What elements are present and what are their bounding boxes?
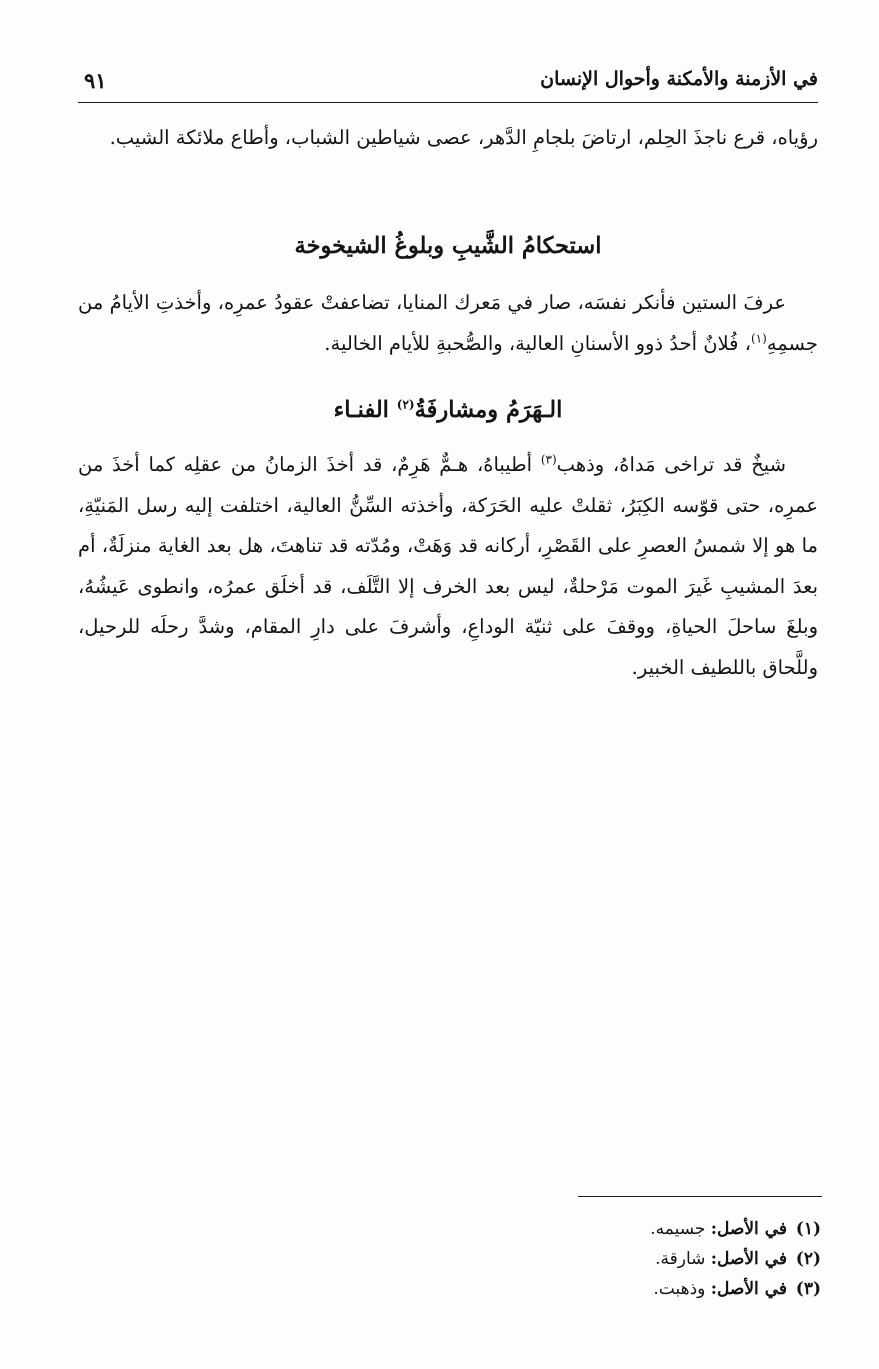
running-header: [78, 66, 818, 96]
section-heading-2-start: الـهَرَمُ ومشارفَةُ: [414, 397, 563, 423]
footnote-2: [421, 1244, 821, 1274]
footnote-number: (٣): [795, 1279, 821, 1299]
section-1-text-start: عرفَ الستين فأنكر نفسَه، صار في مَعرك المنايا، تضاعفتْ عقودُ عمرِه، وأخذتِ الأيامُ من جسمِهِ: [78, 291, 818, 355]
footnote-text: جسيمه.: [650, 1219, 711, 1239]
footnote-1: [421, 1214, 821, 1244]
running-header-title: في الأزمنة والأمكنة وأحوال الإنسان: [540, 68, 818, 90]
section-2-text-start: شيخٌ قد تراخى مَداهُ، وذهب: [556, 453, 787, 476]
section-2-paragraph: [78, 445, 818, 688]
footnote-label: في الأصل:: [710, 1219, 787, 1239]
footnote-ref-1: (١): [750, 331, 767, 345]
footnote-number: (١): [795, 1219, 821, 1239]
footnote-3: [421, 1274, 821, 1304]
footnote-label: في الأصل:: [710, 1279, 787, 1299]
footnotes-list: [421, 1214, 821, 1304]
footnote-rule: [578, 1196, 822, 1197]
section-1-text-end: ، فُلانٌ أحدُ ذوو الأسنانِ العالية، والصُّحبةِ للأيام الخالية.: [324, 331, 751, 355]
section-heading-2-end: الفنـاء: [333, 397, 397, 423]
section-heading-1: استحكامُ الشَّيبِ وبلوغُ الشيخوخة: [294, 233, 602, 259]
intro-paragraph: رؤياه، قرع ناجذَ الحِلم، ارتاضَ بلجامِ الدَّهر، عصى شياطين الشباب، وأطاع ملائكة الشيب.: [109, 126, 818, 149]
footnote-ref-3: (٣): [540, 452, 557, 467]
footnote-label: في الأصل:: [710, 1249, 787, 1269]
footnote-number: (٢): [795, 1249, 821, 1269]
section-heading-2: [78, 397, 818, 423]
footnote-ref-2: (٢): [396, 397, 415, 412]
section-1-paragraph: [78, 283, 818, 364]
header-rule: [78, 102, 818, 103]
page-number: ٩١: [84, 68, 107, 93]
section-2-text-end: أطيباهُ، هـمٌّ هَرِمٌ، قد أخذَ الزمانُ من عقلِه كما أخذَ من عمرِه، حتى قوّسه الكِبَرُ، ثقلتْ عليه الحَرَكة، وأخذته السِّنُّ العالية، اختلفت إليه رسل المَنيّةِ، ما هو إلا شمسُ العصرِ على القَصْرِ، أركانه قد وَهَتْ، ومُدّته قد تناهتَ، هل بعد الغاية منزلَةٌ، أم بعدَ المشيبِ غَيرَ الموت مَرْحلةٌ، ليس بعد الخرف إلا التَّلَف، قد أخلَق عمرُه، وانطوى عَيشُهُ، وبلغَ ساحلَ الحياةِ، ووقفَ على ثنيّة الوداعِ، وأشرفَ على دارِ المقام، وشدَّ رحلَه للرحيل، وللَّحاق باللطيف الخبير.: [78, 453, 818, 679]
footnote-text: شارقة.: [655, 1249, 711, 1269]
footnote-text: وذهبت.: [653, 1279, 711, 1299]
